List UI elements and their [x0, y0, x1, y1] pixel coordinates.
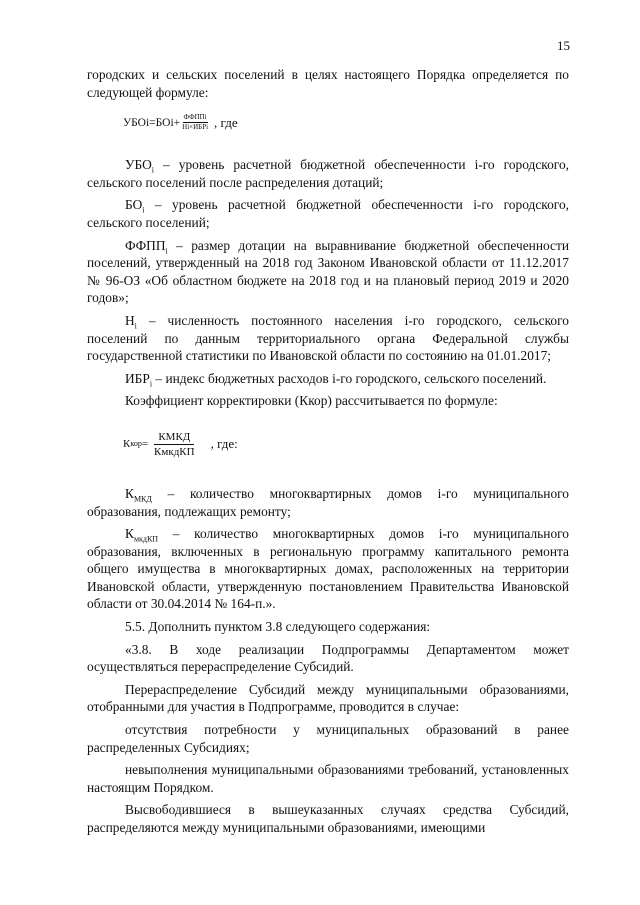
definition-kmkdkp-sub: мкдКП [133, 534, 159, 544]
definition-ibr [87, 370, 569, 388]
formula-ubo-denominator: Нi×ИБРi [182, 123, 209, 132]
definition-ffpp-sub: i [165, 246, 168, 256]
definition-ubo-sub: i [151, 165, 154, 175]
definition-bo [87, 196, 569, 231]
paragraph-intro: городских и сельских поселений в целях настоящего Порядка определяется по следующей формуле: [87, 67, 569, 100]
definition-n-sub: i [134, 321, 137, 331]
definition-ffpp-text: – размер дотации на выравнивание бюджетной обеспеченности поселений, утвержденный на 2018 год Законом Ивановской области от 11.12.2017 № 96-ОЗ «Об областном бюджете на 2018 год и на плановый период 2019 и 2020 годов»; [87, 237, 569, 306]
document-body [87, 66, 569, 842]
formula-kkor-suffix: , где: [210, 436, 238, 452]
paragraph-3-8: «3.8. В ходе реализации Подпрограммы Департаментом может осуществляться перераспределение Субсидий. [87, 641, 569, 675]
paragraph-redistribution: Перераспределение Субсидий между муниципальными образованиями, отобранными для участия в Подпрограмме, проводится в случае: [87, 681, 569, 715]
paragraph-case-nonfulfillment: невыполнения муниципальными образованиями требований, установленных настоящим Порядком. [87, 762, 569, 795]
definition-kmkd [87, 485, 569, 520]
formula-ubo-lhs: УБОi=БОi+ [123, 116, 181, 129]
formula-kkor-lhs: К [123, 438, 131, 451]
formula-ubo-numerator: ФФППi [183, 113, 207, 122]
formula-kkor-denominator: КмкдКП [154, 445, 195, 458]
paragraph-kkor-intro: Коэффициент корректировки (Ккор) рассчитывается по формуле: [125, 393, 498, 409]
definition-ibr-term: ИБР [125, 370, 150, 386]
paragraph-5-5: 5.5. Дополнить пунктом 3.8 следующего содержания: [125, 619, 431, 635]
definition-kmkdkp-term: К [125, 526, 134, 542]
page-number: 15 [557, 38, 570, 53]
definition-kmkd-text: – количество многоквартирных домов i-го муниципального образования, подлежащих ремонту; [87, 485, 569, 519]
definition-kmkdkp-text: – количество многоквартирных домов i-го муниципального образования, включенных в региональную программу капитального ремонта общего имущества в многоквартирных домах, расположенных на территории Ивановской области, утвержденную постановлением Правительства Ивановской области от 30.04.2014 № 164-п.». [87, 526, 569, 612]
definition-ibr-sub: i [149, 379, 153, 389]
formula-kkor: К кор = $\frac{\text{КМКД}}{\text{КмкдКП}}$ , где: [123, 430, 238, 458]
formula-kkor-fraction [150, 430, 199, 459]
paragraph-released-funds: Высвободившиеся в вышеуказанных случаях средства Субсидий, распределяются между муниципальными образованиями, имеющими [87, 802, 569, 835]
definition-ubo-text: – уровень расчетной бюджетной обеспеченности i-го городского, сельского поселений после распределения дотаций; [87, 157, 569, 190]
formula-kkor-eq: = [141, 438, 149, 451]
definition-ffpp [87, 237, 569, 307]
definition-kmkdkp [87, 525, 569, 613]
formula-kkor-numerator: КМКД [154, 430, 194, 445]
definition-bo-text: – уровень расчетной бюджетной обеспеченности i-го городского, сельского поселений; [87, 197, 569, 230]
definition-kmkd-sub: МКД [133, 494, 152, 504]
definition-ubo [87, 156, 569, 191]
definition-n-text: – численность постоянного населения i-го городского, сельского поселений по данным территориального органа Федеральной службы государственной статистики по Ивановской области по состоянию на 01.01.2017; [87, 312, 569, 364]
definition-ffpp-term: ФФПП [125, 237, 166, 253]
formula-ubo [123, 113, 569, 132]
paragraph-case-absence: отсутствия потребности у муниципальных образований в ранее распределенных Субсидиях; [87, 722, 569, 755]
formula-ubo-fraction [181, 113, 209, 132]
definition-n-term: Н [125, 312, 135, 328]
definition-bo-sub: i [142, 206, 145, 216]
definition-ibr-text: – индекс бюджетных расходов i-го городского, сельского поселений. [155, 370, 547, 386]
definition-n [87, 312, 569, 365]
definition-kmkd-term: К [125, 485, 134, 501]
definition-ubo-term: УБО [125, 157, 152, 173]
formula-ubo-suffix: , где [214, 114, 238, 130]
definition-bo-term: БО [125, 197, 143, 213]
